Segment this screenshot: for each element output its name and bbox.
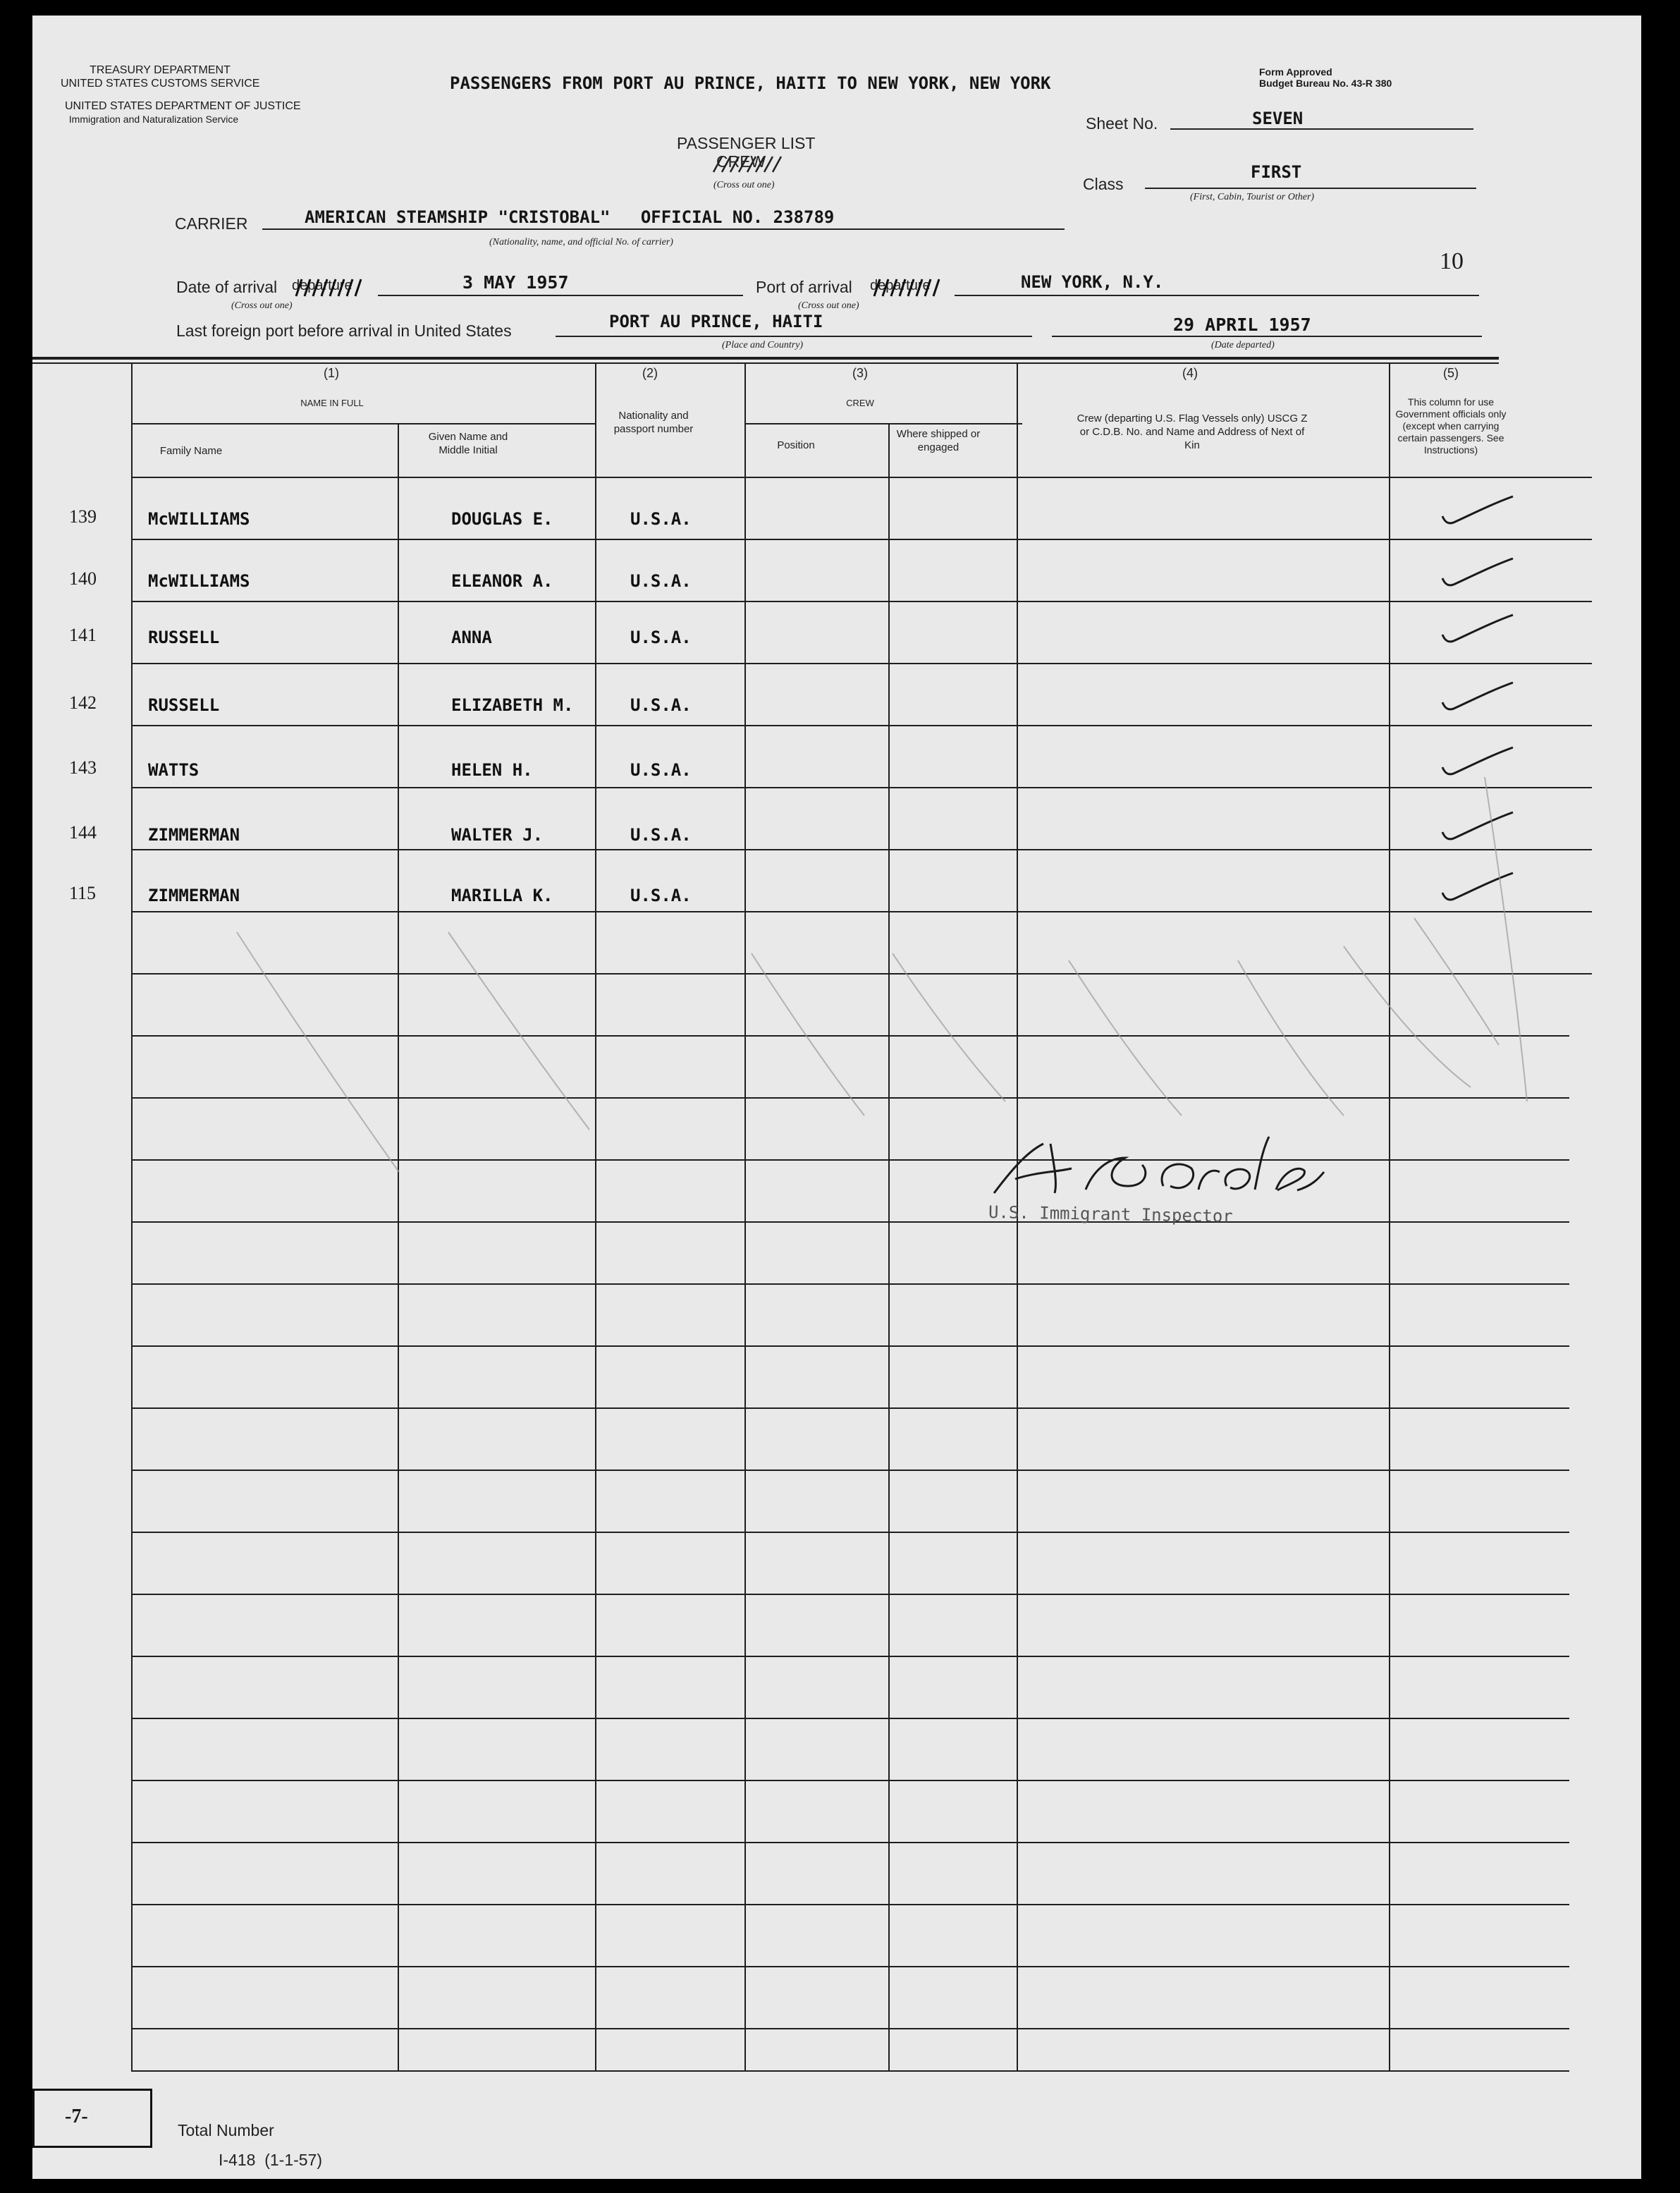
- row-number: 141: [69, 625, 97, 645]
- row-number: 144: [69, 822, 97, 843]
- port-of-arrival-value: NEW YORK, N.Y.: [1021, 272, 1164, 292]
- family-name-cell: WATTS: [148, 760, 200, 780]
- row-number: 139: [69, 506, 97, 527]
- departure-date-value: 29 APRIL 1957: [1173, 314, 1311, 335]
- budget-bureau: Budget Bureau No. 43-R 380: [1259, 78, 1392, 89]
- col3-title: CREW: [846, 398, 874, 408]
- family-name-cell: RUSSELL: [148, 695, 220, 715]
- given-name-cell: ELIZABETH M.: [451, 695, 574, 715]
- nationality-cell: U.S.A.: [630, 825, 692, 845]
- form-approved: Form Approved: [1259, 66, 1332, 78]
- col1-title: NAME IN FULL: [300, 398, 364, 408]
- col3-number: (3): [852, 366, 868, 380]
- last-port-label: Last foreign port before arrival in United States: [176, 322, 512, 340]
- agency-line-1: TREASURY DEPARTMENT: [90, 64, 231, 76]
- inspector-title: U.S. Immigrant Inspector: [988, 1202, 1233, 1227]
- agency-line-3: UNITED STATES DEPARTMENT OF JUSTICE: [65, 100, 301, 112]
- given-name-cell: HELEN H.: [451, 760, 533, 780]
- date-departure-struck: departure: [292, 278, 352, 293]
- passenger-list-form: [32, 16, 1641, 2179]
- form-number: I-418 (1-1-57): [219, 2151, 323, 2169]
- given-name-cell: ELEANOR A.: [451, 571, 553, 591]
- given-name-cell: DOUGLAS E.: [451, 509, 553, 529]
- nationality-cell: U.S.A.: [630, 571, 692, 591]
- family-name-cell: McWILLIAMS: [148, 509, 250, 529]
- given-name-cell: WALTER J.: [451, 825, 544, 845]
- sheet-value: SEVEN: [1252, 109, 1304, 128]
- carrier-label: CARRIER: [175, 214, 248, 233]
- last-port-value: PORT AU PRINCE, HAITI: [609, 312, 823, 331]
- family-name-cell: ZIMMERMAN: [148, 886, 240, 905]
- given-name-cell: MARILLA K.: [451, 886, 553, 905]
- col1-given-name: Given Name and Middle Initial: [428, 431, 508, 456]
- col4-number: (4): [1182, 366, 1198, 380]
- family-name-cell: RUSSELL: [148, 628, 220, 647]
- page-title: PASSENGERS FROM PORT AU PRINCE, HAITI TO NEW YORK, NEW YORK: [450, 73, 1051, 93]
- agency-line-4: Immigration and Naturalization Service: [68, 114, 239, 125]
- given-name-cell: ANNA: [451, 628, 492, 647]
- carrier-note: (Nationality, name, and official No. of carrier): [489, 237, 673, 248]
- port-of-arrival-label: Port of arrival: [756, 278, 852, 296]
- date-of-arrival-label: Date of arrival: [176, 278, 278, 296]
- sheet-label: Sheet No.: [1086, 114, 1158, 133]
- departure-date-note: (Date departed): [1211, 340, 1275, 350]
- col1-number: (1): [324, 366, 339, 380]
- col5-number: (5): [1443, 366, 1459, 380]
- last-port-note: (Place and Country): [722, 340, 804, 350]
- port-departure-struck: departure: [870, 278, 931, 293]
- nationality-cell: U.S.A.: [630, 509, 692, 529]
- class-value: FIRST: [1251, 162, 1302, 182]
- col2-number: (2): [642, 366, 658, 380]
- inspector-signature: [987, 1130, 1325, 1207]
- agency-line-2: UNITED STATES CUSTOMS SERVICE: [61, 78, 260, 90]
- total-number-value: -7-: [65, 2106, 88, 2127]
- list-type-crew-struck: CREW: [716, 152, 766, 171]
- list-type-label: PASSENGER LIST: [677, 134, 816, 152]
- col3-position: Position: [777, 439, 815, 451]
- list-type-note: (Cross out one): [713, 180, 775, 190]
- total-number-label: Total Number: [178, 2121, 274, 2139]
- date-of-arrival-value: 3 MAY 1957: [462, 272, 569, 293]
- row-number: 115: [69, 883, 97, 903]
- class-note: (First, Cabin, Tourist or Other): [1190, 192, 1315, 202]
- page-number: 10: [1440, 248, 1464, 274]
- nationality-cell: U.S.A.: [630, 760, 692, 780]
- pencil-strokes: [32, 16, 1641, 2179]
- row-number: 143: [69, 757, 97, 778]
- date-cross-note: (Cross out one): [231, 300, 293, 311]
- class-label: Class: [1083, 175, 1124, 193]
- col1-family-name: Family Name: [159, 445, 223, 457]
- col4-title: Crew (departing U.S. Flag Vessels only) USCG Z or C.D.B. No. and Name and Address of Next of Kin: [1077, 413, 1308, 451]
- family-name-cell: McWILLIAMS: [148, 571, 250, 591]
- total-number-box: [32, 2089, 152, 2148]
- carrier-value: AMERICAN STEAMSHIP "CRISTOBAL" OFFICIAL NO. 238789: [305, 207, 835, 227]
- nationality-cell: U.S.A.: [630, 886, 692, 905]
- port-cross-note: (Cross out one): [798, 300, 859, 311]
- row-number: 142: [69, 692, 97, 713]
- col3-where-shipped: Where shipped or engaged: [896, 428, 981, 453]
- row-number: 140: [69, 568, 97, 589]
- family-name-cell: ZIMMERMAN: [148, 825, 240, 845]
- col5-title: This column for use Government officials only (except when carrying certain passengers. See Instructions): [1395, 396, 1507, 456]
- nationality-cell: U.S.A.: [630, 628, 692, 647]
- col2-title: Nationality and passport number: [613, 410, 694, 435]
- nationality-cell: U.S.A.: [630, 695, 692, 715]
